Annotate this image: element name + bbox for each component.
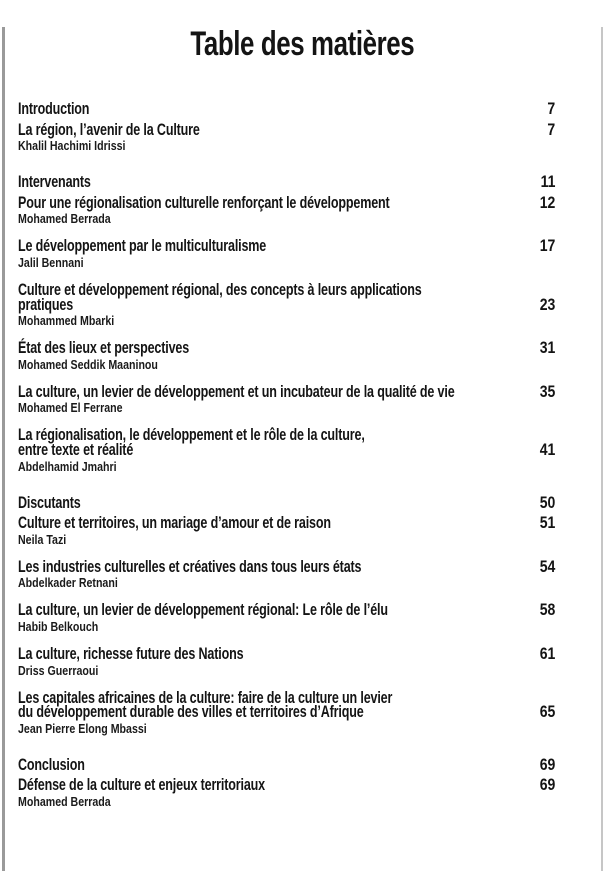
page-title xyxy=(0,27,605,61)
toc-entry-title-line: La culture, un levier de développement et un incubateur de la qualité de vie xyxy=(18,382,455,401)
toc-entry-title-line: Défense de la culture et enjeux territoriaux xyxy=(18,776,265,795)
toc-entry-title-line: La régionalisation, le développement et le rôle de la culture, xyxy=(18,426,365,445)
toc-entry-title-line: pratiques xyxy=(18,295,74,314)
toc-entry-author: Neila Tazi xyxy=(18,532,67,547)
toc-entry xyxy=(18,428,605,472)
toc-page-number xyxy=(546,102,555,117)
toc-page-number xyxy=(537,755,555,774)
toc-entry-title-row xyxy=(18,778,605,793)
toc-entry-title-line: État des lieux et perspectives xyxy=(18,339,190,358)
toc-section xyxy=(18,493,605,736)
toc-page-number xyxy=(537,603,555,618)
toc-entry xyxy=(18,120,605,154)
toc-entry-title-row xyxy=(18,280,605,314)
toc-entry-title-row xyxy=(18,557,605,576)
toc-heading-label: Discutants xyxy=(18,493,81,512)
toc-page-number xyxy=(537,493,555,512)
toc-page-number-text: 35 xyxy=(539,382,555,401)
toc-page-number-text: 69 xyxy=(539,776,555,795)
toc-entry-author: Mohamed Berrada xyxy=(18,794,111,809)
toc-page-number-text: 50 xyxy=(539,493,555,512)
toc-page-number xyxy=(546,120,555,139)
toc-entry-title-row xyxy=(18,688,605,722)
toc-page-number-text: 41 xyxy=(539,440,555,459)
toc-page-number-text: 11 xyxy=(540,173,555,192)
toc-page-number-text: 31 xyxy=(539,339,555,358)
toc-page-number xyxy=(537,295,555,314)
toc-entry-author: Abdelkader Retnani xyxy=(18,576,118,591)
toc-entry-title-line: Pour une régionalisation culturelle renforçant le développement xyxy=(18,193,390,212)
toc-entry-author: Mohammed Mbarki xyxy=(18,314,115,329)
toc-section-heading xyxy=(18,102,605,117)
toc-section xyxy=(18,755,605,809)
toc-entry-title-line: Culture et développement régional, des concepts à leurs applications xyxy=(18,280,422,299)
toc-entry-author: Abdelhamid Jmahri xyxy=(18,459,117,474)
toc-entry-title-row xyxy=(18,516,605,531)
toc-page-number xyxy=(537,440,555,459)
toc-entry-author: Mohamed Seddik Maaninou xyxy=(18,357,158,372)
toc-page-number xyxy=(537,193,555,212)
toc-page-number xyxy=(537,382,555,401)
toc-entry-author: Khalil Hachimi Idrissi xyxy=(18,139,126,154)
toc-page-number-text: 54 xyxy=(539,557,555,576)
toc-heading-label: Conclusion xyxy=(18,755,85,774)
page-edge-line-left xyxy=(2,27,5,871)
toc-entry-title-line: Les capitales africaines de la culture: faire de la culture un levier xyxy=(18,688,393,707)
document-page xyxy=(0,27,605,871)
toc-page-number-text: 7 xyxy=(547,120,555,139)
toc-heading-label: Introduction xyxy=(18,100,90,118)
toc-entry xyxy=(18,280,605,329)
toc-entry xyxy=(18,778,605,808)
toc-page-number xyxy=(537,557,555,576)
toc-entry xyxy=(18,341,605,371)
toc-entry-title-line: Les industries culturelles et créatives dans tous leurs états xyxy=(18,557,362,576)
toc-entry xyxy=(18,382,605,416)
toc-page-number-text: 17 xyxy=(539,237,555,256)
toc-page-number-text: 69 xyxy=(539,755,555,774)
toc-entry-author: Jalil Bennani xyxy=(18,255,84,270)
toc-entry-title-row xyxy=(18,603,605,618)
toc-entry-title-row xyxy=(18,193,605,212)
toc-section-heading xyxy=(18,755,605,774)
toc-entry-title-line: La culture, richesse future des Nations xyxy=(18,644,244,663)
toc-page-number xyxy=(537,705,555,720)
toc-page-number-text: 58 xyxy=(539,601,555,620)
toc-section-heading xyxy=(18,493,605,512)
toc-page-number-text: 65 xyxy=(539,703,555,722)
toc-entry xyxy=(18,557,605,591)
toc-entry xyxy=(18,516,605,546)
toc-page-number-text: 51 xyxy=(539,514,555,533)
toc-entry xyxy=(18,239,605,269)
toc-entry-title-row xyxy=(18,644,605,663)
toc-entry xyxy=(18,193,605,227)
toc-entry-title-line: La culture, un levier de développement régional: Le rôle de l’élu xyxy=(18,601,388,620)
toc-entry-title-line: du développement durable des villes et territoires d’Afrique xyxy=(18,703,364,722)
toc-entry-title-line: La région, l’avenir de la Culture xyxy=(18,120,200,139)
toc-entry-title-line: Le développement par le multiculturalisme xyxy=(18,237,267,256)
toc-entry-author: Habib Belkouch xyxy=(18,619,99,634)
toc-entry-author: Jean Pierre Elong Mbassi xyxy=(18,721,147,736)
toc-section-heading xyxy=(18,175,605,190)
toc-entry xyxy=(18,644,605,678)
toc-page-number xyxy=(537,341,555,356)
toc-entry xyxy=(18,688,605,736)
toc-entry-title-row xyxy=(18,382,605,401)
toc-page-number xyxy=(537,516,555,531)
toc-entry-title-line: entre texte et réalité xyxy=(18,440,134,459)
toc-entry-title-row xyxy=(18,239,605,254)
toc-entry-title-line: Culture et territoires, un mariage d’amour et de raison xyxy=(18,514,331,533)
toc-entry-author: Driss Guerraoui xyxy=(18,663,99,678)
toc-page-number-text: 61 xyxy=(539,644,555,663)
toc-page-number-text: 7 xyxy=(547,100,555,118)
toc-page-number xyxy=(538,175,555,190)
toc-page-number xyxy=(537,239,555,254)
toc-entry-title-row xyxy=(18,120,605,139)
toc-page-number-text: 12 xyxy=(539,193,555,212)
toc-page-number xyxy=(537,778,555,793)
toc-heading-label: Intervenants xyxy=(18,173,91,192)
toc-section xyxy=(18,102,605,152)
toc-page-number xyxy=(537,644,555,663)
page-title-text: Table des matières xyxy=(190,25,415,63)
toc-entry-author: Mohamed Berrada xyxy=(18,212,111,227)
toc-page-number-text: 23 xyxy=(539,295,555,314)
toc-entry xyxy=(18,603,605,633)
toc-section xyxy=(18,175,605,472)
table-of-contents xyxy=(0,102,605,808)
toc-entry-title-row xyxy=(18,341,605,356)
toc-entry-author: Mohamed El Ferrane xyxy=(18,401,123,416)
toc-entry-title-row xyxy=(18,428,605,457)
